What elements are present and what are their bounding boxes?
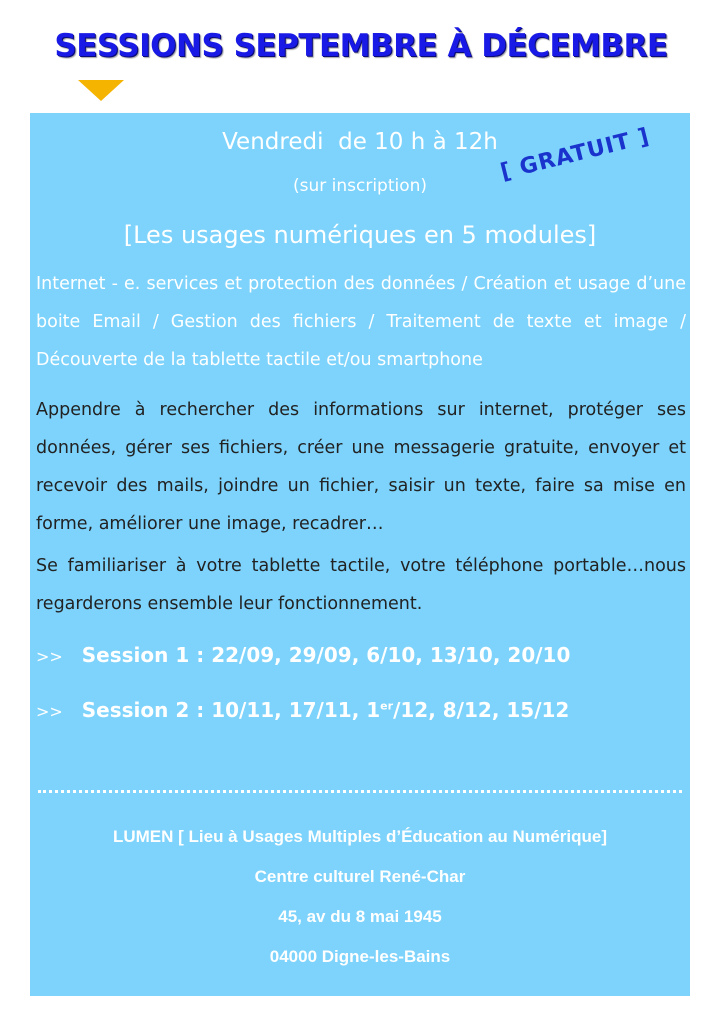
familiarise-paragraph: Se familiariser à votre tablette tactile, votre téléphone portable…nous regarderons ensemble leur fonctionnement. xyxy=(36,556,686,614)
footer-venue: Centre culturel René-Char xyxy=(254,867,466,886)
info-panel xyxy=(30,113,690,996)
footer-organisation: LUMEN [ Lieu à Usages Multiples d’Éducation au Numérique] xyxy=(112,827,607,846)
double-chevron-icon: >> xyxy=(36,647,63,666)
free-badge: [ GRATUIT ] xyxy=(498,124,653,186)
modules-heading: [Les usages numériques en 5 modules] xyxy=(123,221,597,249)
footer-city: 04000 Digne-les-Bains xyxy=(269,947,451,966)
description-paragraph: Appendre à rechercher des informations sur internet, protéger ses données, gérer ses fichiers, créer une messagerie gratuite, envoyer et recevoir des mails, joindre un fichier, saisir un texte, faire sa mise en forme, améliorer une image, recadrer… xyxy=(36,400,686,534)
inscription-note: (sur inscription) xyxy=(292,176,428,196)
session-2 xyxy=(36,698,569,722)
triangle-down-icon xyxy=(78,80,124,101)
session-1-dates: Session 1 : 22/09, 29/09, 6/10, 13/10, 20/10 xyxy=(81,643,571,667)
footer-street: 45, av du 8 mai 1945 xyxy=(278,907,442,926)
page-title: SESSIONS SEPTEMBRE À DÉCEMBRE xyxy=(54,28,668,64)
session-1 xyxy=(36,643,570,667)
session-2-dates: Session 2 : 10/11, 17/11, 1er/12, 8/12, 15/12 xyxy=(81,698,570,722)
double-chevron-icon: >> xyxy=(36,702,63,721)
dotted-divider xyxy=(38,790,682,793)
modules-list: Internet - e. services et protection des données / Création et usage d’une boite Email / Gestion des fichiers / Traitement de texte et image / Découverte de la tablette tactile et/ou smartphone xyxy=(36,274,686,370)
schedule-text: Vendredi de 10 h à 12h xyxy=(222,129,498,155)
